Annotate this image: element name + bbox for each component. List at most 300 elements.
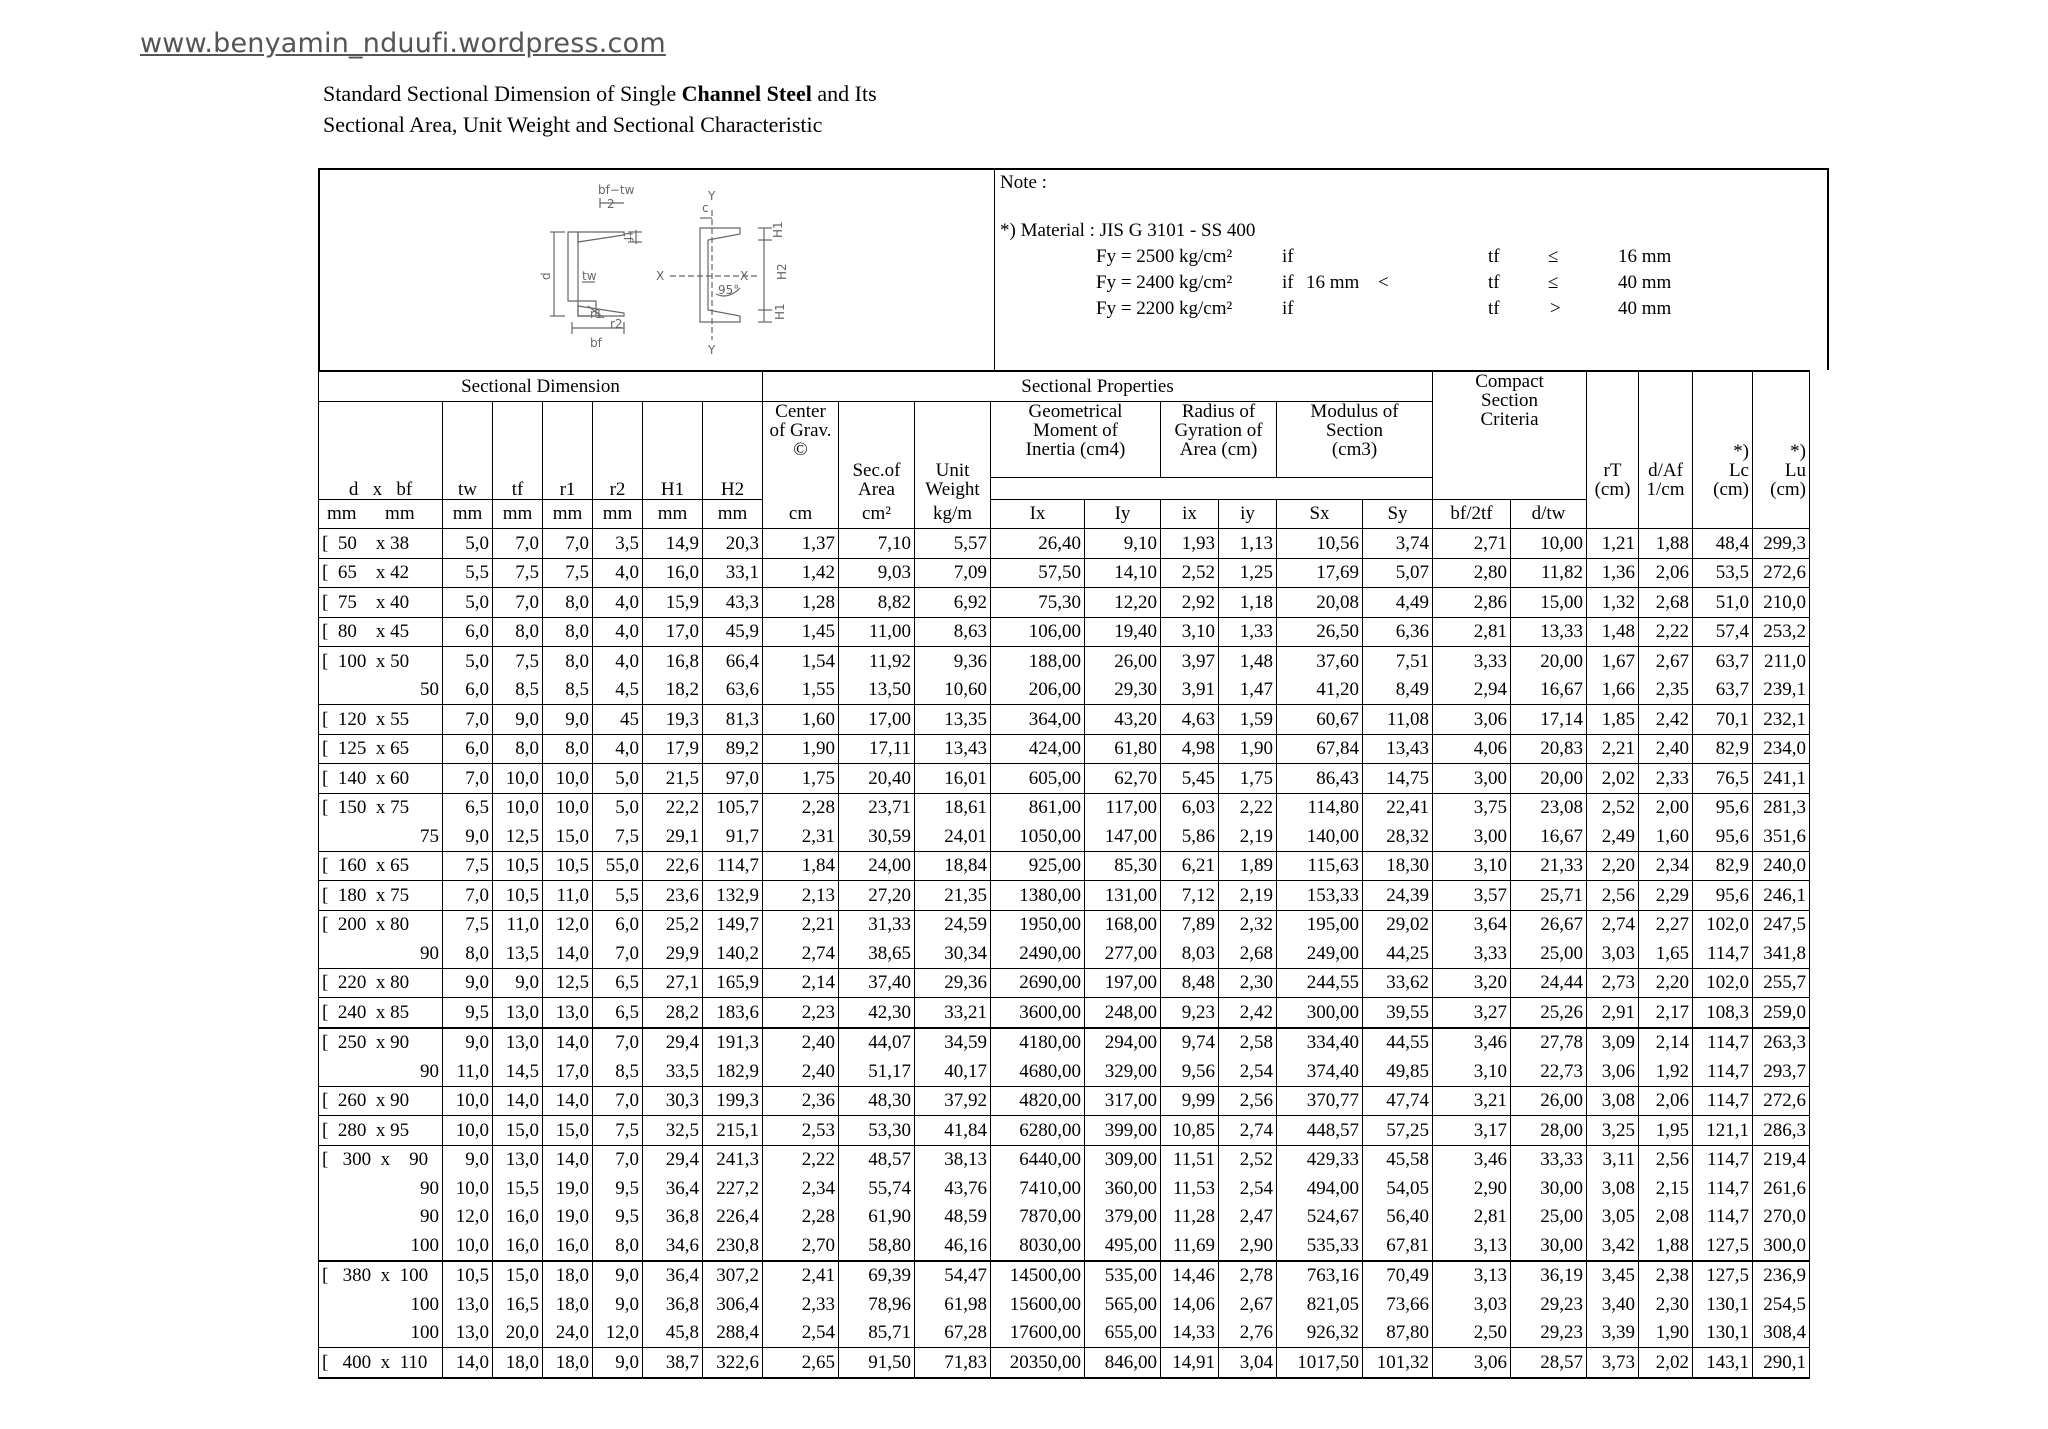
value-cell: 45,9: [703, 617, 763, 647]
value-cell: 91,7: [703, 822, 763, 851]
value-cell: 15,00: [1511, 588, 1587, 618]
value-cell: 3,46: [1433, 1028, 1511, 1058]
value-cell: 127,5: [1693, 1261, 1753, 1291]
value-cell: 195,00: [1277, 910, 1363, 939]
table-row: [319, 588, 1810, 618]
value-cell: 4,49: [1363, 588, 1433, 618]
section-name-cell: 90: [319, 1057, 443, 1086]
value-cell: 3,33: [1433, 647, 1511, 676]
section-name-cell: [ 140 x 60: [319, 764, 443, 794]
value-cell: 29,9: [643, 939, 703, 968]
value-cell: 1,28: [763, 588, 839, 618]
value-cell: 8,0: [593, 1231, 643, 1261]
value-cell: 2,40: [763, 1057, 839, 1086]
header-line: 1/cm: [1646, 479, 1685, 499]
value-cell: 13,33: [1511, 617, 1587, 647]
value-cell: 69,39: [839, 1261, 915, 1291]
value-cell: 2,19: [1219, 822, 1277, 851]
value-cell: 10,0: [443, 1116, 493, 1146]
value-cell: 317,00: [1085, 1086, 1161, 1116]
value-cell: 34,6: [643, 1231, 703, 1261]
value-cell: 1,59: [1219, 705, 1277, 735]
note-label: Note :: [1000, 172, 1047, 193]
value-cell: 9,0: [443, 1145, 493, 1174]
value-cell: 2,54: [1219, 1057, 1277, 1086]
value-cell: 117,00: [1085, 793, 1161, 822]
value-cell: 32,5: [643, 1116, 703, 1146]
label-d: d: [539, 272, 553, 280]
value-cell: 4,98: [1161, 734, 1219, 764]
fy-op: ≤: [1548, 272, 1559, 293]
value-cell: 2,56: [1587, 881, 1639, 911]
value-cell: 30,3: [643, 1086, 703, 1116]
value-cell: 240,0: [1753, 851, 1810, 881]
value-cell: 15,5: [493, 1174, 543, 1203]
value-cell: 10,85: [1161, 1116, 1219, 1146]
table-row: [319, 705, 1810, 735]
section-name-cell: [ 80 x 45: [319, 617, 443, 647]
value-cell: 5,0: [443, 588, 493, 618]
sub-header-iy: Iy: [1085, 499, 1161, 529]
value-cell: 2,31: [763, 822, 839, 851]
value-cell: 2,56: [1639, 1145, 1693, 1174]
value-cell: 16,8: [643, 647, 703, 676]
value-cell: 11,51: [1161, 1145, 1219, 1174]
value-cell: 17,0: [643, 617, 703, 647]
dim-name: r1: [559, 478, 576, 499]
value-cell: 8,03: [1161, 939, 1219, 968]
value-cell: 7,0: [443, 705, 493, 735]
value-cell: 7,89: [1161, 910, 1219, 939]
value-cell: 44,07: [839, 1028, 915, 1058]
value-cell: 6280,00: [991, 1116, 1085, 1146]
value-cell: 7,5: [593, 822, 643, 851]
value-cell: 26,40: [991, 529, 1085, 559]
value-cell: 36,8: [643, 1203, 703, 1232]
value-cell: 5,86: [1161, 822, 1219, 851]
value-cell: 2,02: [1639, 1348, 1693, 1378]
value-cell: 11,28: [1161, 1203, 1219, 1232]
value-cell: 300,00: [1277, 998, 1363, 1028]
value-cell: 19,40: [1085, 617, 1161, 647]
value-cell: 16,0: [493, 1203, 543, 1232]
value-cell: 3,06: [1587, 1057, 1639, 1086]
value-cell: 15,0: [543, 1116, 593, 1146]
value-cell: 143,1: [1693, 1348, 1753, 1378]
value-cell: 95,6: [1693, 881, 1753, 911]
value-cell: 2,52: [1587, 793, 1639, 822]
value-cell: 9,99: [1161, 1086, 1219, 1116]
value-cell: 114,7: [1693, 1028, 1753, 1058]
value-cell: 105,7: [703, 793, 763, 822]
value-cell: 2,42: [1639, 705, 1693, 735]
value-cell: 9,10: [1085, 529, 1161, 559]
value-cell: 8,82: [839, 588, 915, 618]
value-cell: 27,20: [839, 881, 915, 911]
value-cell: 215,1: [703, 1116, 763, 1146]
value-cell: 8,0: [443, 939, 493, 968]
value-cell: 2,34: [763, 1174, 839, 1203]
value-cell: 2,70: [763, 1231, 839, 1261]
value-cell: 17,9: [643, 734, 703, 764]
value-cell: 364,00: [991, 705, 1085, 735]
value-cell: 63,6: [703, 676, 763, 705]
value-cell: 27,1: [643, 968, 703, 998]
value-cell: 6,03: [1161, 793, 1219, 822]
label-h1-bottom: H1: [773, 303, 787, 320]
value-cell: 230,8: [703, 1231, 763, 1261]
value-cell: 2,92: [1161, 588, 1219, 618]
value-cell: 14,0: [493, 1086, 543, 1116]
table-row: [319, 1203, 1810, 1232]
value-cell: 2,34: [1639, 851, 1693, 881]
value-cell: 9,0: [443, 1028, 493, 1058]
value-cell: 102,0: [1693, 910, 1753, 939]
title-line-2: Sectional Area, Unit Weight and Sectional Characteristic: [323, 112, 823, 137]
label-tw: tw: [582, 269, 597, 283]
table-row: [319, 881, 1810, 911]
value-cell: 5,5: [443, 558, 493, 588]
value-cell: 3,73: [1587, 1348, 1639, 1378]
value-cell: 3,74: [1363, 529, 1433, 559]
value-cell: 18,84: [915, 851, 991, 881]
value-cell: 374,40: [1277, 1057, 1363, 1086]
value-cell: 1,60: [763, 705, 839, 735]
value-cell: 23,6: [643, 881, 703, 911]
value-cell: 5,0: [443, 647, 493, 676]
header-line: Modulus of: [1310, 401, 1399, 422]
value-cell: 114,7: [1693, 1174, 1753, 1203]
value-cell: 7410,00: [991, 1174, 1085, 1203]
header-line: Criteria: [1480, 409, 1539, 430]
value-cell: 10,0: [493, 793, 543, 822]
value-cell: 211,0: [1753, 647, 1810, 676]
value-cell: 22,6: [643, 851, 703, 881]
value-cell: 44,25: [1363, 939, 1433, 968]
table-row: [319, 1086, 1810, 1116]
value-cell: 86,43: [1277, 764, 1363, 794]
value-cell: 247,5: [1753, 910, 1810, 939]
value-cell: 2,06: [1639, 1086, 1693, 1116]
value-cell: 14,33: [1161, 1319, 1219, 1348]
section-name-cell: [ 160 x 65: [319, 851, 443, 881]
value-cell: 2,67: [1639, 647, 1693, 676]
value-cell: 63,7: [1693, 676, 1753, 705]
value-cell: 360,00: [1085, 1174, 1161, 1203]
value-cell: 8,0: [493, 617, 543, 647]
value-cell: 2,52: [1161, 558, 1219, 588]
value-cell: 253,2: [1753, 617, 1810, 647]
value-cell: 13,35: [915, 705, 991, 735]
label-angle: 95°: [718, 283, 740, 297]
value-cell: 429,33: [1277, 1145, 1363, 1174]
value-cell: 2,33: [1639, 764, 1693, 794]
value-cell: 2,68: [1219, 939, 1277, 968]
value-cell: 4,63: [1161, 705, 1219, 735]
value-cell: 7,0: [593, 1145, 643, 1174]
dim-name: r2: [609, 478, 626, 499]
value-cell: 19,0: [543, 1203, 593, 1232]
value-cell: 1,92: [1639, 1057, 1693, 1086]
table-row: [319, 939, 1810, 968]
value-cell: 241,1: [1753, 764, 1810, 794]
value-cell: 239,1: [1753, 676, 1810, 705]
value-cell: 2,21: [1587, 734, 1639, 764]
value-cell: 165,9: [703, 968, 763, 998]
value-cell: 4820,00: [991, 1086, 1085, 1116]
value-cell: 62,70: [1085, 764, 1161, 794]
value-cell: 20,08: [1277, 588, 1363, 618]
value-cell: 9,74: [1161, 1028, 1219, 1058]
value-cell: 14,75: [1363, 764, 1433, 794]
value-cell: 2,20: [1587, 851, 1639, 881]
value-cell: 6,92: [915, 588, 991, 618]
header-line: Center: [775, 401, 826, 422]
daf-unit-spacer: [1639, 499, 1693, 529]
value-cell: 3,08: [1587, 1174, 1639, 1203]
value-cell: 11,0: [543, 881, 593, 911]
value-cell: 29,23: [1511, 1290, 1587, 1319]
value-cell: 1,89: [1219, 851, 1277, 881]
value-cell: 2,17: [1639, 998, 1693, 1028]
value-cell: 448,57: [1277, 1116, 1363, 1146]
modulus-section-header: [1277, 401, 1433, 477]
value-cell: 67,81: [1363, 1231, 1433, 1261]
value-cell: 7,10: [839, 529, 915, 559]
value-cell: 61,98: [915, 1290, 991, 1319]
value-cell: 9,5: [593, 1203, 643, 1232]
value-cell: 49,85: [1363, 1057, 1433, 1086]
value-cell: 16,0: [543, 1231, 593, 1261]
label-h2: H2: [775, 263, 789, 280]
value-cell: 61,80: [1085, 734, 1161, 764]
value-cell: 1,37: [763, 529, 839, 559]
table-row: [319, 822, 1810, 851]
value-cell: 3,04: [1219, 1348, 1277, 1378]
value-cell: 1,54: [763, 647, 839, 676]
value-cell: 45: [593, 705, 643, 735]
value-cell: 43,20: [1085, 705, 1161, 735]
section-name-cell: [ 75 x 40: [319, 588, 443, 618]
value-cell: 2,74: [1587, 910, 1639, 939]
value-cell: 10,5: [493, 881, 543, 911]
value-cell: 24,59: [915, 910, 991, 939]
value-cell: 25,00: [1511, 939, 1587, 968]
title-line-1: [323, 78, 877, 109]
value-cell: 2,29: [1639, 881, 1693, 911]
value-cell: 13,0: [493, 998, 543, 1028]
value-cell: 60,67: [1277, 705, 1363, 735]
header-line: Compact: [1475, 371, 1544, 392]
section-name-cell: [ 100 x 50: [319, 647, 443, 676]
value-cell: 232,1: [1753, 705, 1810, 735]
value-cell: 130,1: [1693, 1319, 1753, 1348]
section-name-cell: 50: [319, 676, 443, 705]
value-cell: 67,84: [1277, 734, 1363, 764]
value-cell: 29,02: [1363, 910, 1433, 939]
value-cell: 1050,00: [991, 822, 1085, 851]
value-cell: 7,51: [1363, 647, 1433, 676]
table-row: [319, 1174, 1810, 1203]
value-cell: 2,19: [1219, 881, 1277, 911]
value-cell: 254,5: [1753, 1290, 1810, 1319]
section-name-cell: [ 150 x 75: [319, 793, 443, 822]
section-name-cell: [ 240 x 85: [319, 998, 443, 1028]
value-cell: 2,54: [1219, 1174, 1277, 1203]
value-cell: 4180,00: [991, 1028, 1085, 1058]
value-cell: 2,41: [763, 1261, 839, 1291]
value-cell: 33,5: [643, 1057, 703, 1086]
value-cell: 14500,00: [991, 1261, 1085, 1291]
site-url[interactable]: www.benyamin_nduufi.wordpress.com: [140, 28, 666, 59]
value-cell: 12,5: [493, 822, 543, 851]
header-line: of Grav.: [769, 419, 832, 441]
value-cell: 2490,00: [991, 939, 1085, 968]
value-cell: 3,06: [1433, 705, 1511, 735]
header-line: (cm): [1770, 479, 1806, 499]
value-cell: 54,05: [1363, 1174, 1433, 1203]
value-cell: 42,30: [839, 998, 915, 1028]
value-cell: 87,80: [1363, 1319, 1433, 1348]
header-divider: [994, 170, 995, 372]
value-cell: 22,2: [643, 793, 703, 822]
value-cell: 57,25: [1363, 1116, 1433, 1146]
value-cell: 14,0: [543, 1086, 593, 1116]
value-cell: 25,00: [1511, 1203, 1587, 1232]
dim-unit: mm: [593, 499, 643, 529]
dxbf-header: [319, 401, 443, 499]
value-cell: 1380,00: [991, 881, 1085, 911]
section-name-cell: [ 300 x 90: [319, 1145, 443, 1174]
value-cell: 16,5: [493, 1290, 543, 1319]
label-x-right: X: [740, 269, 749, 283]
value-cell: 13,5: [493, 939, 543, 968]
value-cell: 1,21: [1587, 529, 1639, 559]
steel-table-frame: [318, 168, 1829, 1373]
value-cell: 288,4: [703, 1319, 763, 1348]
value-cell: 6,0: [443, 734, 493, 764]
table-header: [319, 371, 1810, 529]
value-cell: 114,7: [1693, 939, 1753, 968]
value-cell: 4,06: [1433, 734, 1511, 764]
value-cell: 7,0: [593, 1086, 643, 1116]
value-cell: 140,2: [703, 939, 763, 968]
value-cell: 2,22: [1639, 617, 1693, 647]
value-cell: 57,50: [991, 558, 1085, 588]
fy-limit: 16 mm: [1618, 246, 1672, 267]
section-name-cell: [ 220 x 80: [319, 968, 443, 998]
value-cell: 3,13: [1433, 1261, 1511, 1291]
value-cell: 2,38: [1639, 1261, 1693, 1291]
header-line: Unit: [935, 460, 970, 481]
table-row: [319, 558, 1810, 588]
value-cell: 25,71: [1511, 881, 1587, 911]
value-cell: 206,00: [991, 676, 1085, 705]
table-row: [319, 1116, 1810, 1146]
value-cell: 7,0: [593, 1028, 643, 1058]
value-cell: 9,0: [443, 968, 493, 998]
value-cell: 28,57: [1511, 1348, 1587, 1378]
value-cell: 34,59: [915, 1028, 991, 1058]
value-cell: 11,08: [1363, 705, 1433, 735]
geometric-moment-header: [991, 401, 1161, 477]
value-cell: 1,88: [1639, 1231, 1693, 1261]
value-cell: 524,67: [1277, 1203, 1363, 1232]
header-line: Area: [858, 479, 895, 499]
value-cell: 61,90: [839, 1203, 915, 1232]
value-cell: 6,0: [443, 617, 493, 647]
value-cell: 3,39: [1587, 1319, 1639, 1348]
value-cell: 309,00: [1085, 1145, 1161, 1174]
header-line: rT: [1603, 460, 1622, 481]
value-cell: 424,00: [991, 734, 1085, 764]
value-cell: 30,00: [1511, 1174, 1587, 1203]
value-cell: 6,5: [593, 998, 643, 1028]
value-cell: 188,00: [991, 647, 1085, 676]
value-cell: 11,00: [839, 617, 915, 647]
weight-header: [915, 401, 991, 499]
value-cell: 1,13: [1219, 529, 1277, 559]
value-cell: 655,00: [1085, 1319, 1161, 1348]
value-cell: 2,58: [1219, 1028, 1277, 1058]
value-cell: 8,0: [543, 588, 593, 618]
value-cell: 183,6: [703, 998, 763, 1028]
value-cell: 114,7: [1693, 1203, 1753, 1232]
value-cell: 6,5: [443, 793, 493, 822]
value-cell: 44,55: [1363, 1028, 1433, 1058]
value-cell: 2,06: [1639, 558, 1693, 588]
value-cell: 5,07: [1363, 558, 1433, 588]
value-cell: 7,0: [443, 764, 493, 794]
daf-header: [1639, 371, 1693, 499]
value-cell: 24,0: [543, 1319, 593, 1348]
document-title: [323, 78, 877, 140]
value-cell: 6440,00: [991, 1145, 1085, 1174]
fy-var: tf: [1488, 272, 1500, 293]
fy-var: tf: [1488, 298, 1500, 319]
label-bf-tw: bf−tw: [598, 183, 635, 197]
table-row: [319, 1145, 1810, 1174]
value-cell: 20,0: [493, 1319, 543, 1348]
value-cell: 1,90: [763, 734, 839, 764]
value-cell: 22,73: [1511, 1057, 1587, 1086]
value-cell: 20,00: [1511, 647, 1587, 676]
section-name-cell: [ 180 x 75: [319, 881, 443, 911]
value-cell: 1,47: [1219, 676, 1277, 705]
label-r2: r2: [610, 317, 623, 331]
value-cell: 106,00: [991, 617, 1085, 647]
value-cell: 17600,00: [991, 1319, 1085, 1348]
value-cell: 294,00: [1085, 1028, 1161, 1058]
table-body: [319, 529, 1810, 1378]
lu-header: [1753, 371, 1810, 499]
value-cell: 37,92: [915, 1086, 991, 1116]
value-cell: 70,49: [1363, 1261, 1433, 1291]
value-cell: 30,59: [839, 822, 915, 851]
value-cell: 29,23: [1511, 1319, 1587, 1348]
value-cell: 2,35: [1639, 676, 1693, 705]
value-cell: 926,32: [1277, 1319, 1363, 1348]
value-cell: 197,00: [1085, 968, 1161, 998]
value-cell: 2,40: [1639, 734, 1693, 764]
header-line: (cm): [1713, 479, 1749, 499]
value-cell: 11,69: [1161, 1231, 1219, 1261]
dim-header: [543, 401, 593, 499]
value-cell: 2,81: [1433, 617, 1511, 647]
value-cell: 7,5: [443, 910, 493, 939]
header-line: Radius of: [1181, 401, 1256, 422]
value-cell: 1,84: [763, 851, 839, 881]
